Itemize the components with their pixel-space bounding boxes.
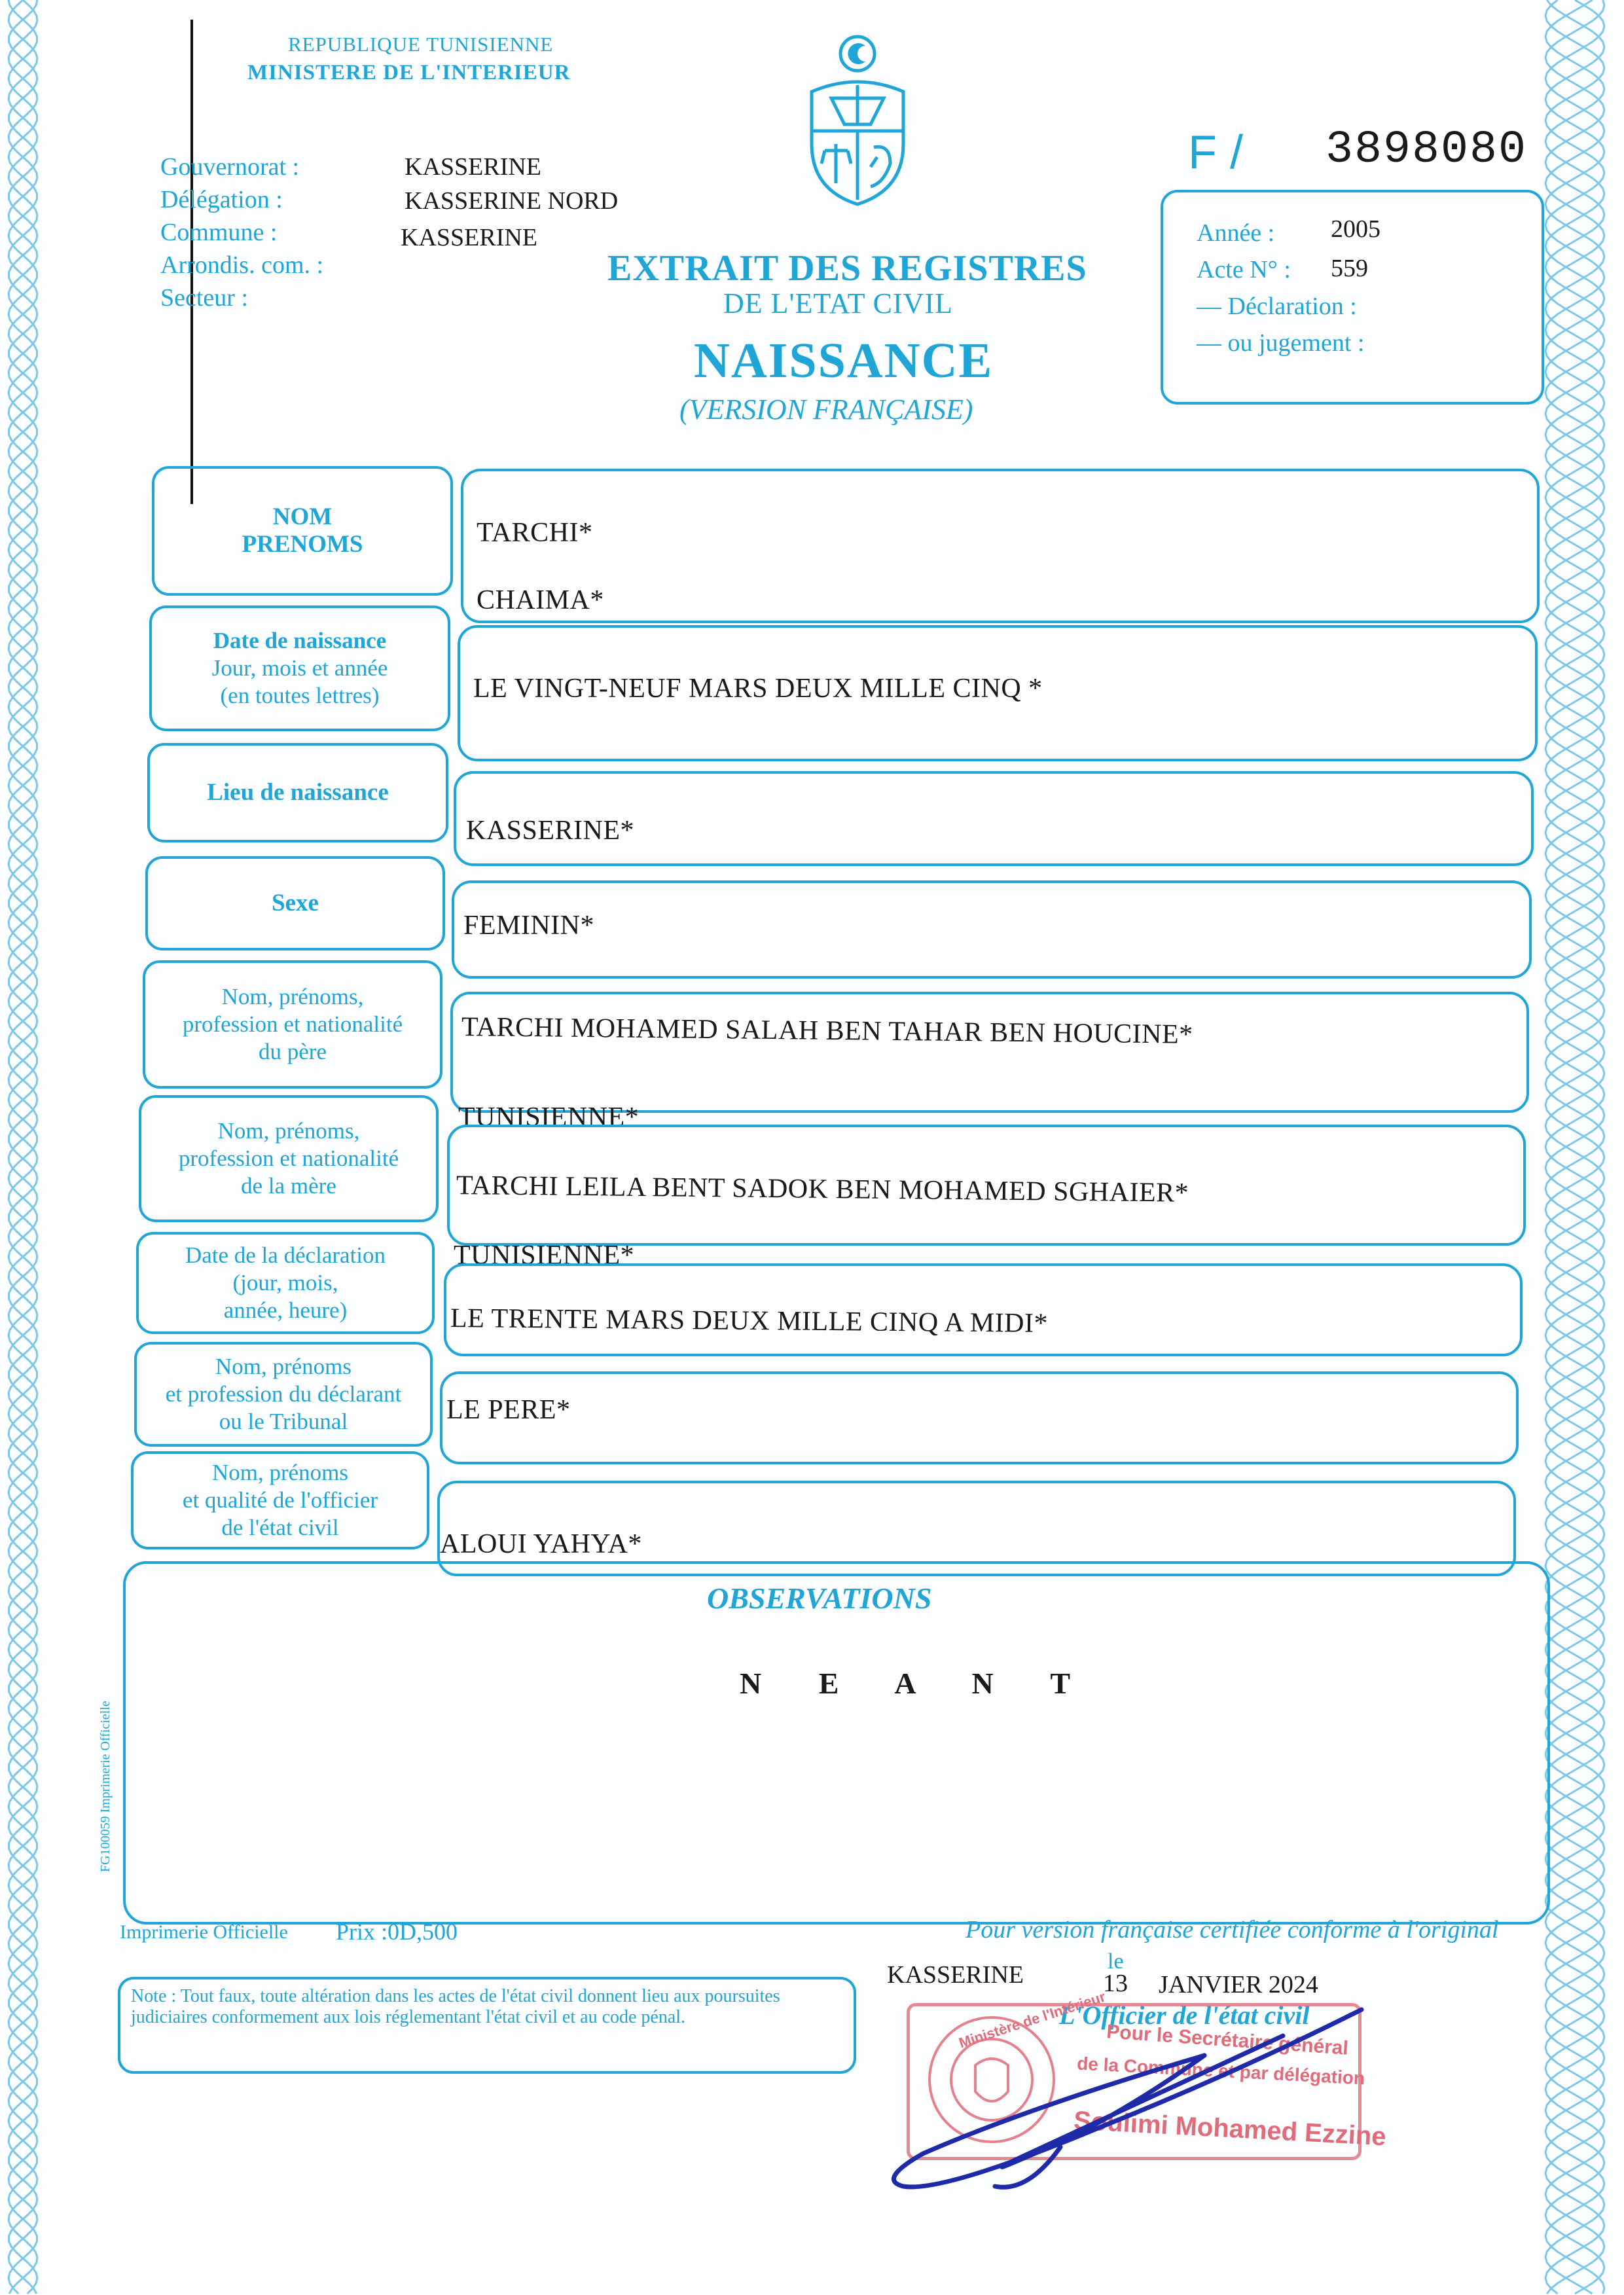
prenoms-label: PRENOMS (242, 531, 363, 558)
left-border-pattern (0, 0, 46, 2295)
declarant-label-3: ou le Tribunal (219, 1409, 348, 1434)
declarant-label-1: Nom, prénoms (215, 1354, 352, 1379)
date-naissance-sublabel-2: (en toutes lettres) (220, 683, 380, 708)
mere-value: TARCHI LEILA BENT SADOK BEN MOHAMED SGHAIER* (456, 1170, 1189, 1208)
pere-nationalite-value: TUNISIENNE* (458, 1102, 640, 1132)
date-naissance-label-box (149, 605, 450, 731)
declarant-value-box (440, 1371, 1519, 1464)
declarant-value: LE PERE* (446, 1395, 571, 1425)
nom-prenoms-label-box (152, 466, 453, 596)
officier-label-3: de l'état civil (221, 1515, 339, 1540)
month-year-value: JANVIER 2024 (1159, 1971, 1318, 1998)
place-value: KASSERINE (887, 1961, 1024, 1989)
ministry-heading: MINISTERE DE L'INTERIEUR (247, 61, 571, 84)
certification-text: Pour version française certifiée conforme à l'original (965, 1916, 1499, 1943)
sexe-value-box (452, 880, 1532, 979)
imprimerie-label: Imprimerie Officielle (120, 1921, 288, 1943)
nom-prenoms-value-box (461, 469, 1540, 623)
le-label: le (1108, 1949, 1124, 1974)
declaration-label: — Déclaration : (1197, 293, 1357, 320)
price-label: Prix :0D,500 (336, 1919, 458, 1945)
prenom-value: CHAIMA* (477, 585, 604, 615)
title-extrait: EXTRAIT DES REGISTRES (607, 248, 1087, 289)
observations-title: OBSERVATIONS (707, 1581, 932, 1615)
stamp-ring-text: Ministère de l'Intérieur (956, 1988, 1108, 2051)
commune-value: KASSERINE (401, 224, 538, 251)
declaration-date-label-3: année, heure) (223, 1297, 348, 1323)
serial-number: 3898080 (1326, 124, 1528, 176)
observations-box (123, 1561, 1550, 1925)
mere-nationalite-value: TUNISIENNE* (454, 1240, 635, 1271)
officier-label-box (131, 1451, 429, 1549)
gouvernorat-value: KASSERINE (405, 153, 542, 181)
officer-title: L'Officier de l'état civil (1059, 2000, 1310, 2030)
pere-label-3: du père (259, 1039, 327, 1064)
lieu-naissance-label-box (147, 743, 448, 842)
lieu-naissance-value: KASSERINE* (466, 816, 635, 846)
officier-label-2: et qualité de l'officier (182, 1487, 378, 1513)
delegation-value: KASSERINE NORD (405, 187, 619, 215)
delegation-label: Délégation : (160, 186, 283, 213)
mere-label-2: profession et nationalité (178, 1146, 399, 1171)
serial-prefix: F / (1188, 126, 1243, 179)
declaration-date-label-2: (jour, mois, (232, 1270, 338, 1295)
tunisian-coat-of-arms-icon (792, 33, 923, 209)
officier-label-1: Nom, prénoms (211, 1460, 349, 1485)
legal-note: Note : Tout faux, toute altération dans les actes de l'état civil donnent lieu aux poursuites judiciaires conformement aux lois réglementant l'état civil et au code pénal. (118, 1977, 856, 2074)
nom-label: NOM (272, 503, 333, 530)
sexe-label: Sexe (272, 890, 319, 916)
acte-label: Acte N° : (1197, 256, 1291, 283)
sexe-label-box (145, 856, 445, 950)
mere-label-1: Nom, prénoms, (217, 1118, 360, 1144)
officier-value: ALOUI YAHYA* (440, 1529, 642, 1559)
stamp-line-2: de la Commune et par délégation (1076, 2053, 1365, 2089)
stamp-line-1: Pour le Secrétaire général (1106, 2021, 1349, 2059)
title-version: (VERSION FRANÇAISE) (679, 393, 973, 425)
declaration-date-value: LE TRENTE MARS DEUX MILLE CINQ A MIDI* (450, 1303, 1049, 1339)
date-naissance-label: Date de naissance (213, 628, 387, 653)
mere-label-box (139, 1095, 439, 1222)
printer-code: FG100059 Imprimerie Officielle (98, 1701, 113, 1872)
date-naissance-value: LE VINGT-NEUF MARS DEUX MILLE CINQ * (473, 674, 1043, 704)
declaration-label-box (136, 1232, 435, 1334)
gouvernorat-label: Gouvernorat : (160, 153, 300, 181)
commune-label: Commune : (160, 219, 278, 246)
nom-value: TARCHI* (477, 518, 593, 548)
handwritten-signature (864, 1997, 1375, 2206)
declarant-label-box (134, 1342, 433, 1447)
pere-value: TARCHI MOHAMED SALAH BEN TAHAR BEN HOUCINE* (461, 1012, 1193, 1050)
pere-label-2: profession et nationalité (182, 1011, 403, 1037)
pere-value-box (450, 992, 1529, 1113)
mere-label-3: de la mère (241, 1173, 336, 1199)
day-value: 13 (1103, 1970, 1128, 1997)
date-naissance-sublabel-1: Jour, mois et année (211, 655, 388, 681)
stamp-line-3: Soulimi Mohamed Ezzine (1073, 2106, 1387, 2152)
acte-value: 559 (1331, 255, 1368, 282)
sexe-value: FEMININ* (463, 911, 594, 941)
annee-label: Année : (1197, 219, 1275, 247)
annee-value: 2005 (1331, 215, 1380, 243)
secteur-label: Secteur : (160, 284, 249, 312)
title-naissance: NAISSANCE (694, 333, 994, 388)
jugement-label: — ou jugement : (1197, 329, 1365, 357)
lieu-naissance-label: Lieu de naissance (207, 779, 389, 806)
declaration-date-label-1: Date de la déclaration (185, 1242, 386, 1268)
declarant-label-2: et profession du déclarant (165, 1381, 402, 1407)
pere-label-1: Nom, prénoms, (221, 984, 364, 1009)
pere-label-box (143, 960, 442, 1089)
arrondissement-label: Arrondis. com. : (160, 251, 324, 279)
observations-value: N E A N T (740, 1667, 1096, 1700)
republic-heading: REPUBLIQUE TUNISIENNE (288, 33, 554, 56)
title-etat-civil: DE L'ETAT CIVIL (723, 287, 953, 319)
